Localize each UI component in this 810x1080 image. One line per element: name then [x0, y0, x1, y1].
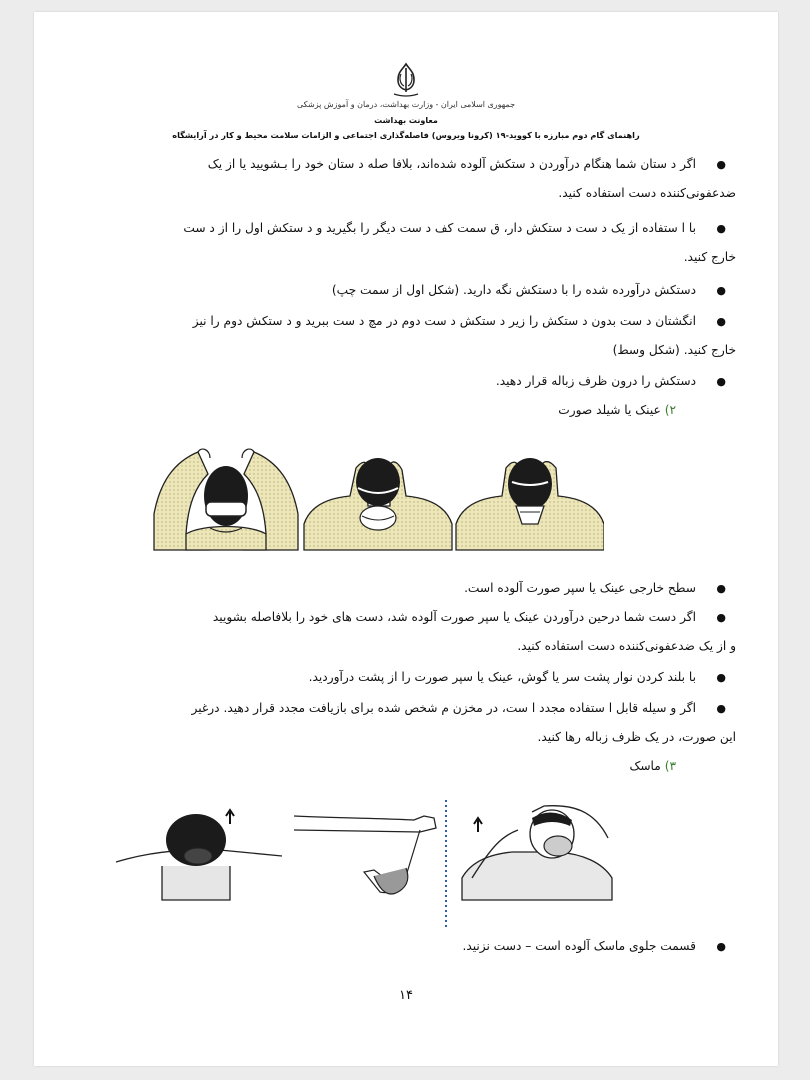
mask-figure-middle	[294, 816, 436, 894]
bullet-icon: ●	[716, 284, 726, 297]
text-line: با بلند کردن نوار پشت سر یا گوش، عینک یا سپر صورت را از پشت درآوردید.	[308, 670, 696, 684]
section-number: ۳)	[664, 759, 676, 773]
list-item	[100, 603, 736, 661]
bullet-icon: ●	[716, 582, 726, 595]
text-line: و از یک ضدعفونی‌کننده دست استفاده کنید.	[517, 639, 736, 653]
text-line: اگر د ستان شما هنگام درآوردن د ستکش آلوده شده‌اند، بلافا صله د ستان خود را بـشویید یا از یک	[207, 157, 696, 171]
gloves-section	[100, 150, 736, 425]
section-heading-mask	[100, 752, 736, 781]
list-item	[100, 574, 736, 603]
bullet-icon: ●	[716, 222, 726, 235]
bullet-icon: ●	[716, 940, 726, 953]
text-line: اگر دست شما درحین درآوردن عینک یا سپر صورت آلوده شد، دست های خود را بلافاصله بشویید	[212, 610, 696, 624]
mask-figure-left	[116, 810, 282, 900]
list-item	[100, 694, 736, 752]
bullet-icon: ●	[716, 158, 726, 171]
goggles-removal-illustration	[152, 444, 604, 552]
guide-title: راهنمای گام دوم مبارزه با کووید-۱۹ (کرونا ویروس) فاصله‌گذاری اجتماعی و الزامات سلامت محیط و کار در آرایشگاه	[172, 130, 640, 140]
list-item	[100, 663, 736, 692]
bullet-icon: ●	[716, 315, 726, 328]
bullet-icon: ●	[716, 702, 726, 715]
list-item	[100, 307, 736, 365]
text-line: خارج کنید. (شکل وسط)	[612, 343, 736, 357]
list-item	[100, 150, 736, 208]
bullet-icon: ●	[716, 611, 726, 624]
page-header	[34, 60, 778, 140]
text-line: با ا ستفاده از یک د ست د ستکش دار، ق سمت کف د ست دیگر را بگیرید و د ستکش اول را از د ست	[183, 221, 696, 235]
list-item	[100, 276, 736, 305]
text-line: سطح خارجی عینک یا سپر صورت آلوده است.	[464, 581, 696, 595]
text-line: قسمت جلوی ماسک آلوده است – دست نزنید.	[462, 939, 696, 953]
text-line: دستکش درآورده شده را با دستکش نگه دارید. (شکل اول از سمت چپ)	[331, 283, 696, 297]
section-heading-goggles	[100, 396, 736, 425]
goggles-section	[100, 574, 736, 781]
ministry-name-calligraphy: ﺟﻤﻬﻮری اﺳﻼﻣﯽ اﯾﺮان - وزارت ﺑﻬﺪاﺷﺖ، درﻣﺎن و آﻣﻮزش ﭘﺰﺷﮑﯽ	[296, 100, 516, 109]
figure-left	[154, 449, 298, 550]
section-title: ماسک	[629, 759, 661, 773]
mask-figure-right	[462, 806, 612, 900]
iran-emblem-logo	[384, 60, 428, 100]
document-page	[34, 12, 778, 1066]
bullet-icon: ●	[716, 375, 726, 388]
section-number: ۲)	[664, 403, 676, 417]
page-number: ۱۴	[399, 988, 413, 1003]
text-line: این صورت، در یک ظرف زباله رها کنید.	[537, 730, 736, 744]
text-line: ضدعفونی‌کننده دست استفاده کنید.	[558, 186, 736, 200]
text-line: خارج کنید.	[683, 250, 736, 264]
text-line: انگشتان د ست بدون د ستکش را زیر د ستکش د ست دوم در مچ د ست ببرید و د ستکش دوم را نیز	[192, 314, 696, 328]
bullet-icon: ●	[716, 671, 726, 684]
mask-removal-illustration	[112, 796, 642, 930]
figure-middle	[304, 458, 452, 550]
list-item	[100, 932, 736, 961]
list-item	[100, 367, 736, 396]
mask-section	[100, 932, 736, 961]
text-line: اگر و سیله قابل ا ستفاده مجدد ا ست، در مخزن م شخص شده برای بازیافت مجدد قرار دهید. درغیر	[191, 701, 696, 715]
list-item	[100, 214, 736, 272]
figure-right	[456, 458, 604, 550]
deputy-title: معاونت بهداشت	[374, 116, 438, 125]
text-line: دستکش را درون ظرف زباله قرار دهید.	[495, 374, 696, 388]
section-title: عینک یا شیلد صورت	[558, 403, 661, 417]
